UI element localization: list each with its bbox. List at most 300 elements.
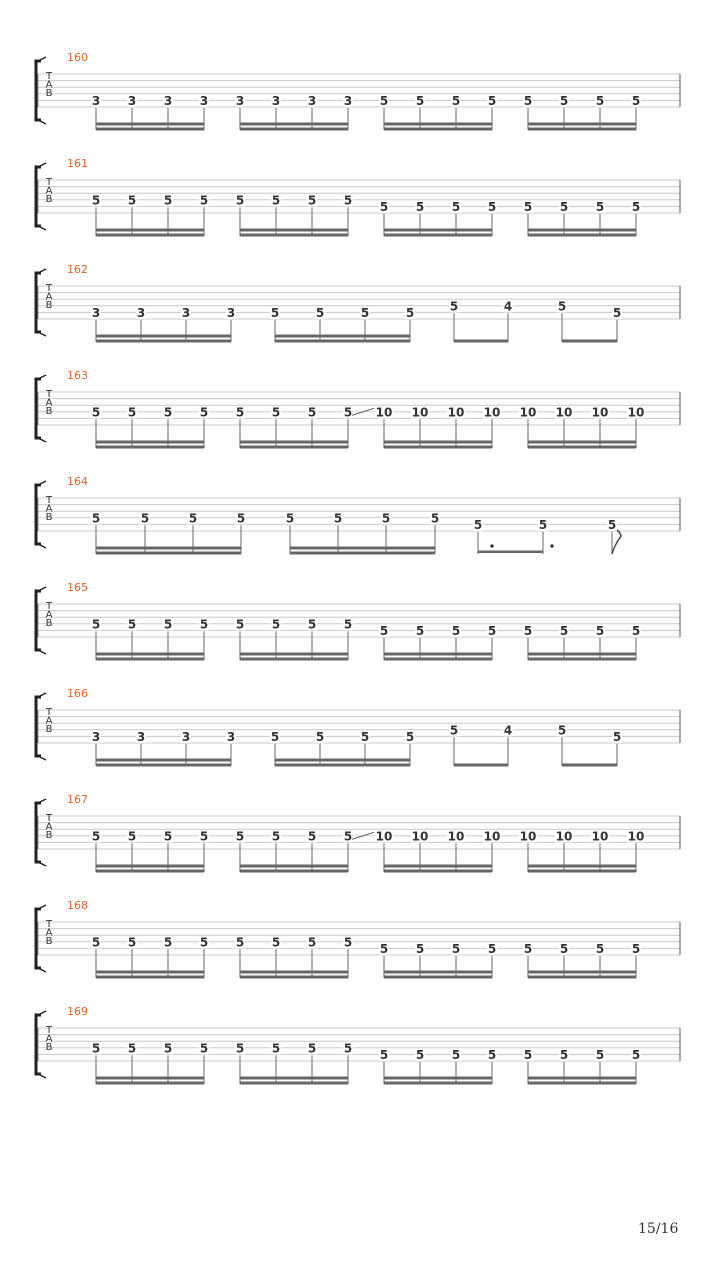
beam-primary xyxy=(96,1077,204,1080)
fret-number: 10 xyxy=(375,405,393,420)
fret-number: 3 xyxy=(271,93,281,108)
beam-group xyxy=(379,94,497,131)
fret-number: 5 xyxy=(307,193,317,208)
measure-number: 166 xyxy=(67,687,88,700)
tab-letter: A xyxy=(45,185,53,197)
tab-system-167 xyxy=(36,793,680,873)
fret-number: 10 xyxy=(591,829,609,844)
beam-secondary xyxy=(96,552,241,555)
fret-number: 5 xyxy=(612,729,622,744)
beam-secondary xyxy=(240,870,348,873)
fret-number: 5 xyxy=(343,829,353,844)
tab-letter: A xyxy=(45,1033,53,1045)
fret-number: 5 xyxy=(430,511,440,526)
beam-group xyxy=(523,200,641,237)
tab-letter: B xyxy=(45,830,53,841)
fret-number: 5 xyxy=(595,199,605,214)
tab-letter: A xyxy=(45,715,53,727)
fret-number: 5 xyxy=(379,623,389,638)
fret-number: 3 xyxy=(181,305,191,320)
fret-number: 5 xyxy=(631,199,641,214)
tab-letter: B xyxy=(45,724,53,735)
beam-secondary xyxy=(96,764,231,767)
fret-number: 5 xyxy=(199,829,209,844)
fret-number: 5 xyxy=(235,405,245,420)
beam-secondary xyxy=(384,446,492,449)
fret-number: 5 xyxy=(163,1041,173,1056)
bracket-cap-top xyxy=(38,269,46,273)
fret-number: 5 xyxy=(631,1047,641,1062)
beam-primary xyxy=(240,971,348,974)
fret-number: 5 xyxy=(538,517,548,532)
fret-number: 5 xyxy=(559,1047,569,1062)
fret-number: 5 xyxy=(451,1047,461,1062)
beam-primary xyxy=(528,441,636,444)
tab-letter: T xyxy=(45,1025,53,1036)
fret-number: 3 xyxy=(226,729,236,744)
fret-number: 10 xyxy=(591,405,609,420)
measure-number: 168 xyxy=(67,899,88,912)
fret-number: 5 xyxy=(188,511,198,526)
fret-number: 3 xyxy=(91,93,101,108)
beam-secondary xyxy=(96,340,231,343)
measure-number: 161 xyxy=(67,157,88,170)
beam-primary xyxy=(562,764,617,767)
beam-group xyxy=(473,518,554,554)
fret-number: 5 xyxy=(127,617,137,632)
beam-primary xyxy=(384,653,492,656)
beam-secondary xyxy=(275,764,410,767)
fret-number: 10 xyxy=(483,405,501,420)
fret-number: 3 xyxy=(136,729,146,744)
fret-number: 5 xyxy=(557,723,567,738)
beam-primary xyxy=(384,1077,492,1080)
tab-system-168 xyxy=(36,899,680,979)
fret-number: 5 xyxy=(360,305,370,320)
fret-number: 5 xyxy=(451,93,461,108)
fret-number: 5 xyxy=(523,93,533,108)
bracket-cap-top xyxy=(38,1011,46,1015)
fret-number: 5 xyxy=(559,93,569,108)
fret-number: 5 xyxy=(415,1047,425,1062)
tab-letter: A xyxy=(45,291,53,303)
fret-number: 5 xyxy=(235,617,245,632)
beam-primary xyxy=(528,653,636,656)
bracket-cap-bottom xyxy=(38,332,46,336)
fret-number: 5 xyxy=(235,193,245,208)
beam-secondary xyxy=(96,976,204,979)
beam-group xyxy=(270,306,415,343)
beam-group xyxy=(379,624,497,661)
fret-number: 5 xyxy=(127,1041,137,1056)
fret-number: 10 xyxy=(375,829,393,844)
fret-number: 10 xyxy=(627,405,645,420)
fret-number: 5 xyxy=(473,517,483,532)
fret-number: 5 xyxy=(379,941,389,956)
beam-secondary xyxy=(528,446,636,449)
tab-system-162 xyxy=(36,263,680,343)
beam-primary xyxy=(528,1077,636,1080)
fret-number: 5 xyxy=(405,729,415,744)
beam-primary xyxy=(275,759,410,762)
beam-secondary xyxy=(528,234,636,237)
fret-number: 5 xyxy=(91,193,101,208)
fret-number: 5 xyxy=(343,935,353,950)
fret-number: 10 xyxy=(447,405,465,420)
fret-number: 5 xyxy=(127,935,137,950)
fret-number: 3 xyxy=(343,93,353,108)
beam-secondary xyxy=(528,1082,636,1085)
beam-secondary xyxy=(96,870,204,873)
augmentation-dot xyxy=(550,544,553,547)
fret-number: 5 xyxy=(315,305,325,320)
beam-primary xyxy=(96,441,204,444)
bracket-cap-top xyxy=(38,587,46,591)
bracket-cap-top xyxy=(38,905,46,909)
beam-group xyxy=(235,94,353,131)
fret-number: 10 xyxy=(411,405,429,420)
beam-primary xyxy=(454,764,508,767)
bracket-cap-top xyxy=(38,163,46,167)
fret-number: 5 xyxy=(559,941,569,956)
beam-secondary xyxy=(96,234,204,237)
fret-number: 3 xyxy=(91,305,101,320)
augmentation-dot xyxy=(490,544,493,547)
beam-primary xyxy=(96,335,231,338)
bracket-cap-bottom xyxy=(38,226,46,230)
beam-primary xyxy=(240,865,348,868)
fret-number: 5 xyxy=(415,623,425,638)
fret-number: 5 xyxy=(91,405,101,420)
fret-number: 4 xyxy=(503,299,513,314)
fret-number: 10 xyxy=(519,405,537,420)
beam-secondary xyxy=(240,1082,348,1085)
fret-number: 5 xyxy=(343,617,353,632)
beam-secondary xyxy=(240,658,348,661)
beam-group xyxy=(523,1048,641,1085)
bracket-cap-top xyxy=(38,481,46,485)
fret-number: 4 xyxy=(503,723,513,738)
fret-number: 5 xyxy=(595,623,605,638)
tab-letter: B xyxy=(45,512,53,523)
fret-number: 5 xyxy=(236,511,246,526)
fret-number: 5 xyxy=(271,1041,281,1056)
bracket-cap-top xyxy=(38,799,46,803)
tab-letter: B xyxy=(45,300,53,311)
beam-secondary xyxy=(528,128,636,131)
fret-number: 5 xyxy=(612,305,622,320)
tab-letter: T xyxy=(45,813,53,824)
bracket-cap-top xyxy=(38,375,46,379)
fret-number: 10 xyxy=(483,829,501,844)
fret-number: 5 xyxy=(285,511,295,526)
beam-primary xyxy=(528,229,636,232)
beam-secondary xyxy=(96,128,204,131)
fret-number: 5 xyxy=(270,729,280,744)
beam-primary xyxy=(528,123,636,126)
bracket-cap-bottom xyxy=(38,1074,46,1078)
fret-number: 5 xyxy=(91,1041,101,1056)
fret-number: 5 xyxy=(271,405,281,420)
fret-number: 5 xyxy=(199,1041,209,1056)
tab-letter: T xyxy=(45,177,53,188)
fret-number: 5 xyxy=(199,405,209,420)
beam-primary xyxy=(96,759,231,762)
fret-number: 5 xyxy=(451,623,461,638)
fret-number: 5 xyxy=(343,1041,353,1056)
fret-number: 3 xyxy=(226,305,236,320)
beam-secondary xyxy=(384,128,492,131)
beam-primary xyxy=(528,971,636,974)
tab-letter: A xyxy=(45,397,53,409)
fret-number: 5 xyxy=(343,193,353,208)
tab-letter: B xyxy=(45,1042,53,1053)
beam-primary xyxy=(454,340,508,343)
fret-number: 5 xyxy=(163,829,173,844)
beam-group xyxy=(91,306,236,343)
tab-system-160 xyxy=(36,51,680,131)
fret-number: 10 xyxy=(447,829,465,844)
tab-letter: B xyxy=(45,194,53,205)
beam-group xyxy=(270,730,415,767)
eighth-flag xyxy=(612,530,621,554)
tab-system-164 xyxy=(36,475,680,555)
beam-secondary xyxy=(384,976,492,979)
beam-primary xyxy=(240,1077,348,1080)
measure-number: 165 xyxy=(67,581,88,594)
beam-group xyxy=(523,94,641,131)
beam-primary xyxy=(96,865,204,868)
fret-number: 5 xyxy=(91,829,101,844)
fret-number: 5 xyxy=(381,511,391,526)
fret-number: 5 xyxy=(127,193,137,208)
fret-number: 5 xyxy=(631,941,641,956)
bracket-cap-bottom xyxy=(38,650,46,654)
fret-number: 5 xyxy=(557,299,567,314)
fret-number: 5 xyxy=(307,829,317,844)
measure-number: 167 xyxy=(67,793,88,806)
tab-letter: B xyxy=(45,936,53,947)
bracket-cap-bottom xyxy=(38,756,46,760)
beam-primary xyxy=(96,971,204,974)
fret-number: 10 xyxy=(411,829,429,844)
beam-primary xyxy=(96,547,241,550)
beam-secondary xyxy=(96,1082,204,1085)
fret-number: 5 xyxy=(523,623,533,638)
fret-number: 3 xyxy=(127,93,137,108)
fret-number: 10 xyxy=(555,829,573,844)
beam-primary xyxy=(290,547,435,550)
beam-secondary xyxy=(528,658,636,661)
fret-number: 5 xyxy=(360,729,370,744)
tab-letter: A xyxy=(45,503,53,515)
fret-number: 3 xyxy=(163,93,173,108)
beam-secondary xyxy=(384,870,492,873)
tab-letter: T xyxy=(45,389,53,400)
fret-number: 5 xyxy=(523,941,533,956)
bracket-cap-bottom xyxy=(38,438,46,442)
beam-secondary xyxy=(384,1082,492,1085)
fret-number: 3 xyxy=(307,93,317,108)
beam-secondary xyxy=(384,234,492,237)
beam-group xyxy=(379,942,497,979)
fret-number: 5 xyxy=(140,511,150,526)
fret-number: 5 xyxy=(379,93,389,108)
fret-number: 5 xyxy=(307,935,317,950)
beam-group xyxy=(379,200,497,237)
fret-number: 5 xyxy=(379,1047,389,1062)
fret-number: 10 xyxy=(555,405,573,420)
fret-number: 5 xyxy=(451,199,461,214)
tab-system-163 xyxy=(36,369,680,449)
beam-primary xyxy=(240,229,348,232)
beam-secondary xyxy=(528,976,636,979)
fret-number: 5 xyxy=(163,617,173,632)
tab-letter: B xyxy=(45,406,53,417)
tab-letter: A xyxy=(45,79,53,91)
fret-number: 5 xyxy=(415,93,425,108)
fret-number: 5 xyxy=(451,941,461,956)
fret-number: 5 xyxy=(199,617,209,632)
fret-number: 5 xyxy=(333,511,343,526)
fret-number: 3 xyxy=(91,729,101,744)
fret-number: 5 xyxy=(631,623,641,638)
fret-number: 5 xyxy=(271,829,281,844)
fret-number: 10 xyxy=(627,829,645,844)
measure-number: 160 xyxy=(67,51,88,64)
fret-number: 3 xyxy=(235,93,245,108)
beam-primary xyxy=(275,335,410,338)
fret-number: 5 xyxy=(91,511,101,526)
beam-group xyxy=(523,624,641,661)
beam-secondary xyxy=(528,870,636,873)
tab-system-169 xyxy=(36,1005,680,1085)
measure-number: 164 xyxy=(67,475,88,488)
beam-primary xyxy=(96,229,204,232)
beam-group xyxy=(607,518,621,554)
fret-number: 5 xyxy=(415,941,425,956)
beam-secondary xyxy=(240,234,348,237)
beam-primary xyxy=(384,865,492,868)
tab-letter: A xyxy=(45,821,53,833)
bracket-cap-bottom xyxy=(38,968,46,972)
beam-primary xyxy=(240,441,348,444)
tab-system-161 xyxy=(36,157,680,237)
tab-system-166 xyxy=(36,687,680,767)
beam-primary xyxy=(96,123,204,126)
beam-primary xyxy=(384,971,492,974)
beam-secondary xyxy=(384,658,492,661)
fret-number: 5 xyxy=(271,617,281,632)
fret-number: 5 xyxy=(199,193,209,208)
fret-number: 5 xyxy=(163,405,173,420)
fret-number: 5 xyxy=(487,941,497,956)
fret-number: 5 xyxy=(163,935,173,950)
bracket-cap-top xyxy=(38,693,46,697)
fret-number: 5 xyxy=(379,199,389,214)
bracket-cap-top xyxy=(38,57,46,61)
tab-letter: B xyxy=(45,88,53,99)
fret-number: 10 xyxy=(519,829,537,844)
tab-letter: T xyxy=(45,919,53,930)
beam-secondary xyxy=(96,658,204,661)
fret-number: 5 xyxy=(415,199,425,214)
fret-number: 5 xyxy=(163,193,173,208)
beam-primary xyxy=(96,653,204,656)
fret-number: 5 xyxy=(523,199,533,214)
fret-number: 5 xyxy=(235,935,245,950)
beam-primary xyxy=(384,441,492,444)
beam-group xyxy=(91,94,209,131)
fret-number: 5 xyxy=(127,405,137,420)
beam-secondary xyxy=(240,128,348,131)
tab-letter: A xyxy=(45,609,53,621)
fret-number: 5 xyxy=(595,1047,605,1062)
measure-number: 162 xyxy=(67,263,88,276)
fret-number: 5 xyxy=(315,729,325,744)
bracket-cap-bottom xyxy=(38,862,46,866)
fret-number: 5 xyxy=(307,617,317,632)
page-number: 15/16 xyxy=(638,1221,679,1237)
fret-number: 5 xyxy=(91,617,101,632)
fret-number: 5 xyxy=(449,299,459,314)
fret-number: 5 xyxy=(127,829,137,844)
fret-number: 5 xyxy=(523,1047,533,1062)
fret-number: 3 xyxy=(136,305,146,320)
beam-primary xyxy=(384,229,492,232)
fret-number: 5 xyxy=(343,405,353,420)
beam-secondary xyxy=(290,552,435,555)
fret-number: 3 xyxy=(199,93,209,108)
measure-number: 169 xyxy=(67,1005,88,1018)
beam-primary xyxy=(384,123,492,126)
fret-number: 5 xyxy=(91,935,101,950)
beam-primary xyxy=(478,551,543,554)
beam-group xyxy=(91,730,236,767)
tab-letter: T xyxy=(45,283,53,294)
fret-number: 3 xyxy=(181,729,191,744)
beam-secondary xyxy=(240,976,348,979)
fret-number: 5 xyxy=(235,1041,245,1056)
bracket-cap-bottom xyxy=(38,544,46,548)
fret-number: 5 xyxy=(307,405,317,420)
fret-number: 5 xyxy=(449,723,459,738)
measure-number: 163 xyxy=(67,369,88,382)
fret-number: 5 xyxy=(487,1047,497,1062)
fret-number: 5 xyxy=(631,93,641,108)
tab-system-165 xyxy=(36,581,680,661)
bracket-cap-bottom xyxy=(38,120,46,124)
fret-number: 5 xyxy=(271,935,281,950)
beam-group xyxy=(523,942,641,979)
tab-letter: T xyxy=(45,71,53,82)
fret-number: 5 xyxy=(235,829,245,844)
tab-letter: T xyxy=(45,495,53,506)
tab-letter: A xyxy=(45,927,53,939)
fret-number: 5 xyxy=(307,1041,317,1056)
fret-number: 5 xyxy=(199,935,209,950)
beam-secondary xyxy=(96,446,204,449)
fret-number: 5 xyxy=(595,941,605,956)
fret-number: 5 xyxy=(487,93,497,108)
beam-secondary xyxy=(275,340,410,343)
tab-letter: T xyxy=(45,601,53,612)
beam-secondary xyxy=(240,446,348,449)
beam-primary xyxy=(240,653,348,656)
fret-number: 5 xyxy=(595,93,605,108)
beam-primary xyxy=(240,123,348,126)
fret-number: 5 xyxy=(487,623,497,638)
